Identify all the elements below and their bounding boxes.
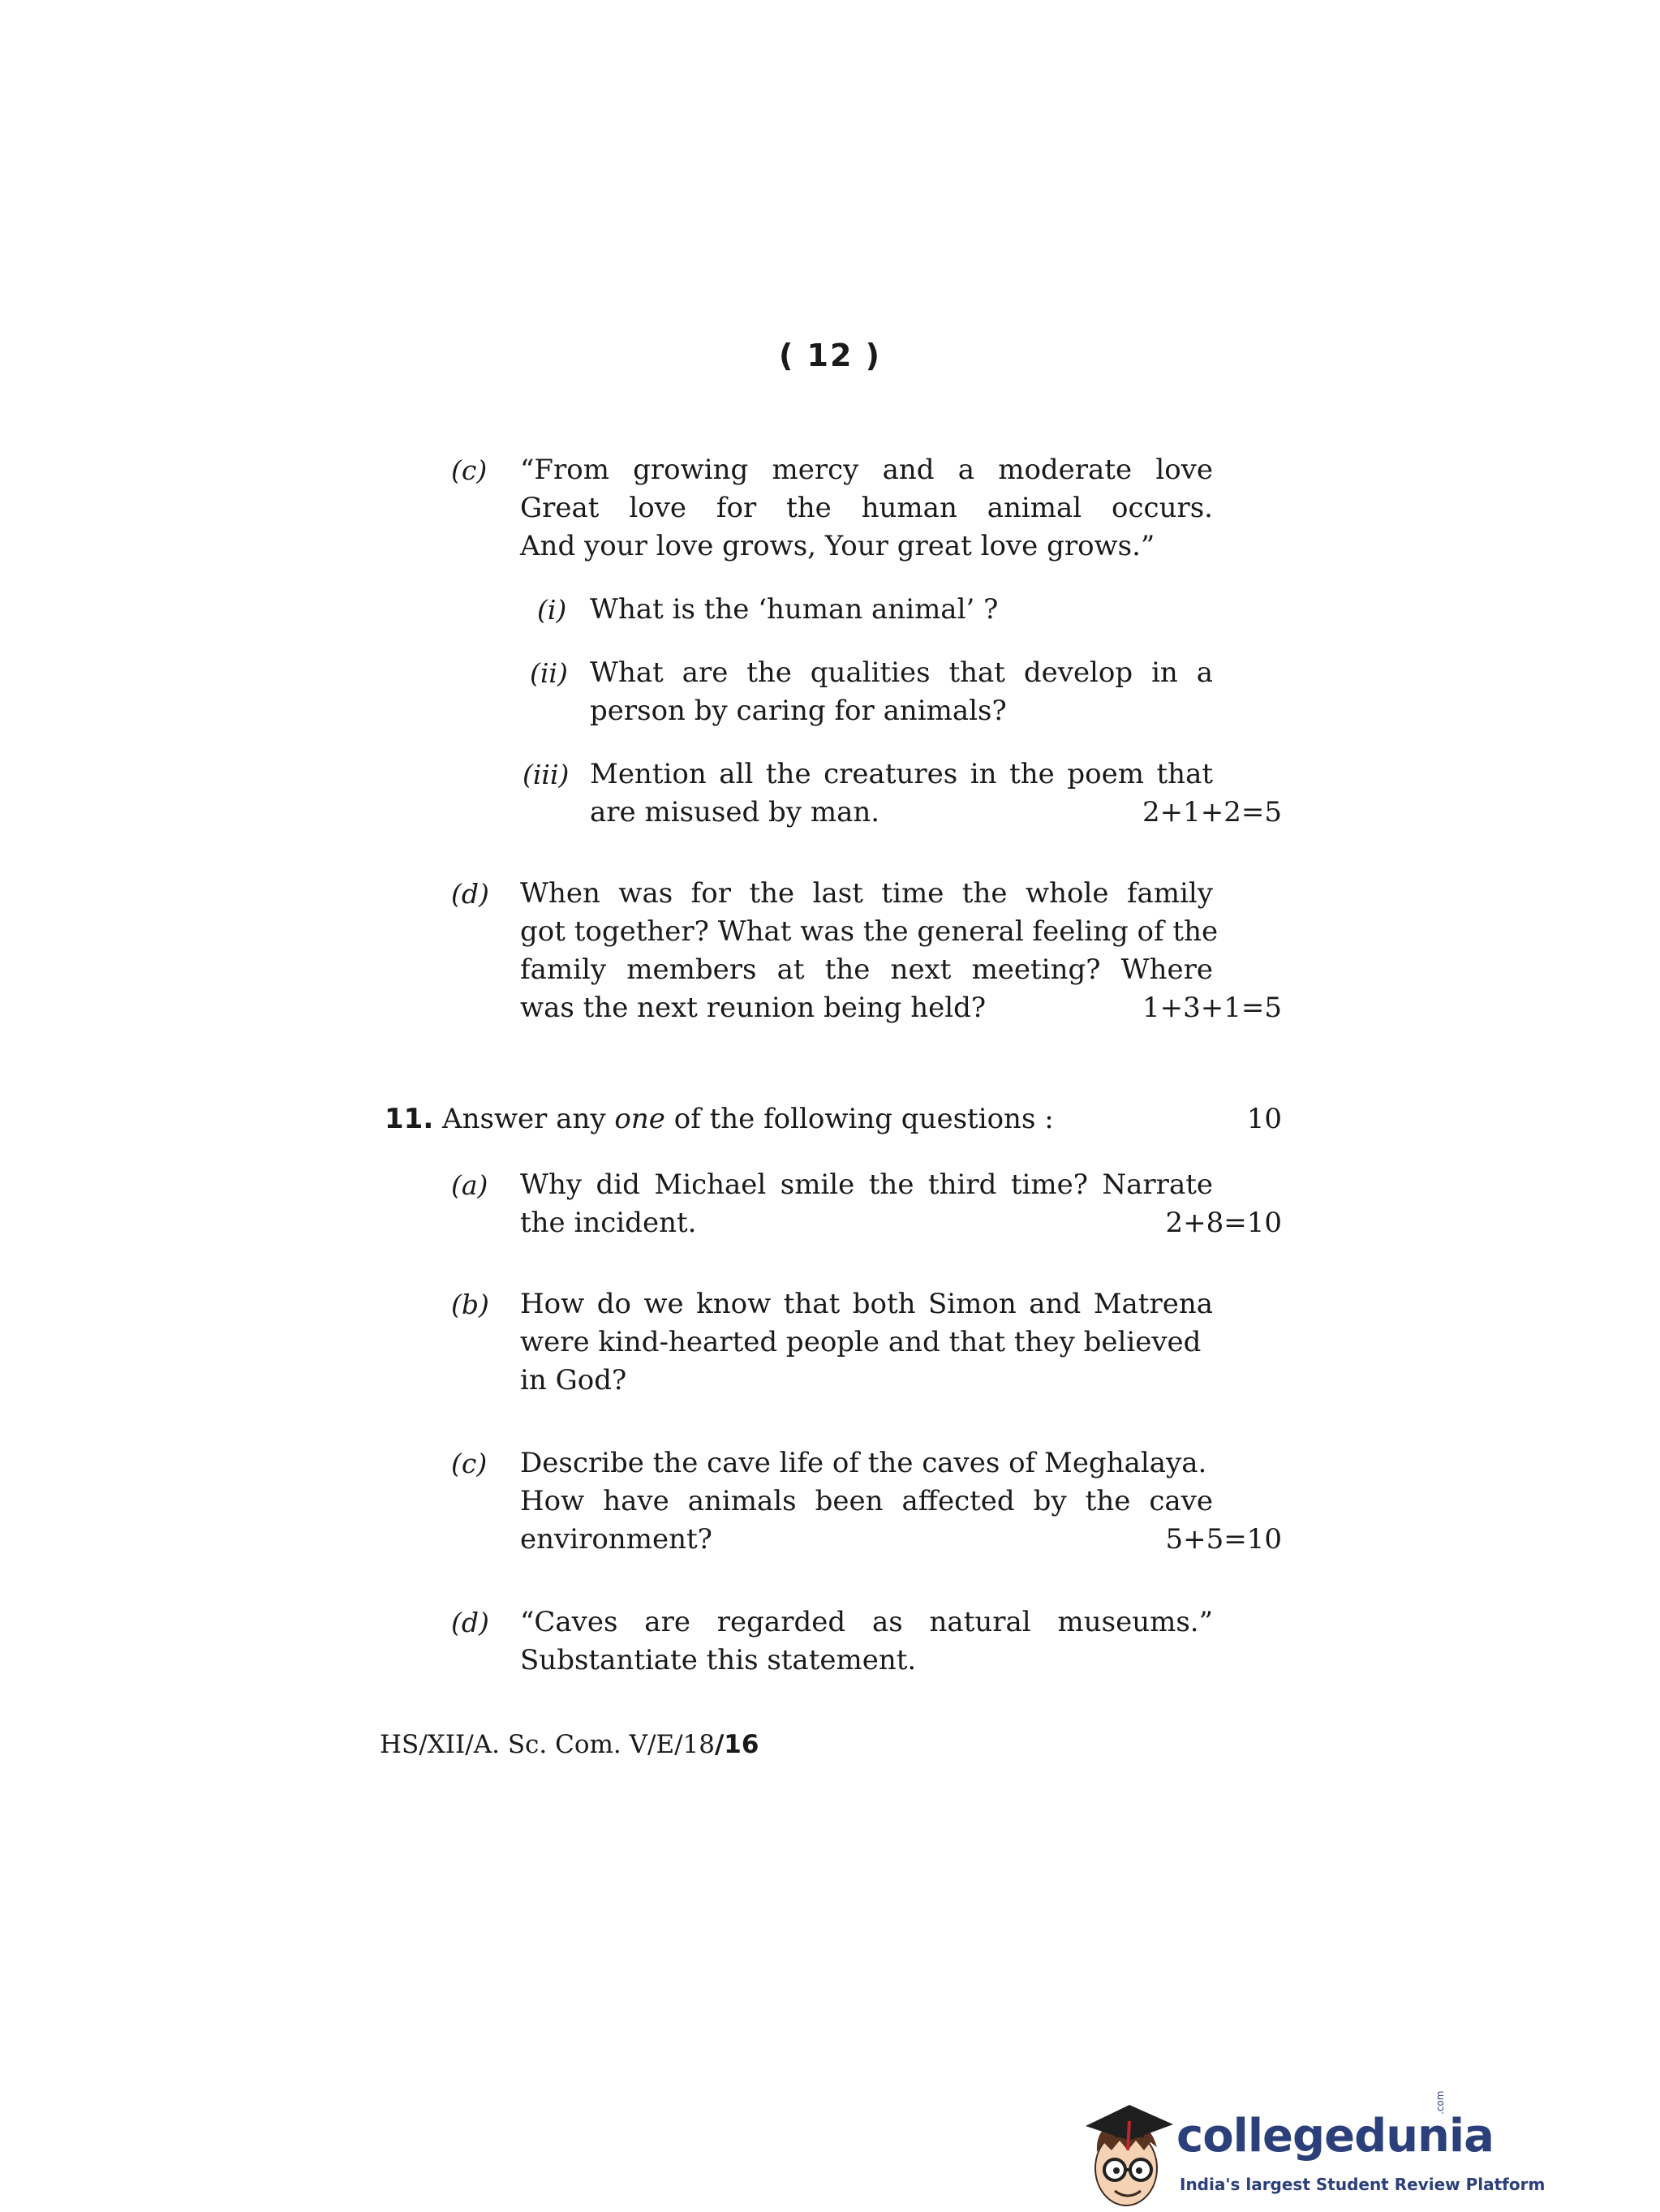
q11-b-line-3: in God?	[520, 1364, 627, 1396]
q10-c-iii-line-1: Mention all the creatures in the poem that	[590, 758, 1213, 790]
q11-c-line-2: How have animals been affected by the cave	[520, 1485, 1213, 1517]
q11-prompt-pre: Answer any	[442, 1103, 606, 1135]
brand-tagline: India's largest Student Review Platform	[1180, 2175, 1546, 2194]
q10-c-marks: 2+1+2=5	[1142, 796, 1282, 828]
q11-d-line-2: Substantiate this statement.	[520, 1644, 917, 1676]
q10-d-line-2: got together? What was the general feeling of the	[520, 915, 1219, 948]
q11-heading	[385, 1100, 1054, 1138]
q11-c-label: (c)	[451, 1448, 488, 1479]
q11-a-line-1: Why did Michael smile the third time? Narrate	[520, 1168, 1213, 1201]
q10-c-line-3: And your love grows, Your great love grows.”	[520, 530, 1155, 562]
q10-d-line-4: was the next reunion being held?	[520, 992, 987, 1024]
page-total: /16	[714, 1730, 759, 1759]
q11-b-line-2: were kind-hearted people and that they believed	[520, 1326, 1202, 1358]
q11-number: 11.	[385, 1103, 434, 1135]
q11-d-label: (d)	[451, 1607, 489, 1638]
q11-c-marks: 5+5=10	[1165, 1523, 1282, 1556]
q11-b-label: (b)	[451, 1289, 489, 1320]
q11-a-line-2: the incident.	[520, 1207, 697, 1239]
q11-b-line-1: How do we know that both Simon and Matrena	[520, 1288, 1213, 1320]
q11-c-line-1: Describe the cave life of the caves of Meghalaya.	[520, 1447, 1207, 1479]
brand-suffix: .com	[1434, 2090, 1446, 2115]
q11-a-marks: 2+8=10	[1165, 1207, 1282, 1239]
page-number: ( 12 )	[778, 338, 882, 373]
q10-d-marks: 1+3+1=5	[1142, 992, 1282, 1024]
q10-d-line-3: family members at the next meeting? Where	[520, 953, 1213, 986]
q11-a-label: (a)	[451, 1169, 488, 1201]
q11-marks: 10	[1246, 1103, 1282, 1135]
q10-d-line-1: When was for the last time the whole family	[520, 877, 1213, 910]
q10-c-line-1: “From growing mercy and a moderate love	[520, 454, 1213, 486]
q10-c-i-label: (i)	[537, 594, 567, 626]
q10-c-ii-line-2: person by caring for animals?	[590, 695, 1007, 727]
q10-c-i-line-1: What is the ‘human animal’ ?	[590, 593, 999, 626]
paper-code-footer	[380, 1727, 759, 1762]
q10-c-label: (c)	[451, 454, 488, 486]
q11-prompt-post: of the following questions :	[673, 1103, 1054, 1135]
collegedunia-watermark	[1079, 2090, 1546, 2212]
q11-prompt-em: one	[614, 1103, 665, 1135]
q10-c-ii-line-1: What are the qualities that develop in a	[590, 656, 1213, 689]
q11-d-line-1: “Caves are regarded as natural museums.”	[520, 1606, 1213, 1638]
q10-c-iii-line-2: are misused by man.	[590, 796, 880, 828]
q10-c-line-2: Great love for the human animal occurs.	[520, 492, 1213, 524]
q11-c-line-3: environment?	[520, 1523, 712, 1556]
q10-d-label: (d)	[451, 878, 489, 910]
q10-c-iii-label: (iii)	[523, 759, 570, 790]
brand-name: collegedunia	[1176, 2110, 1494, 2163]
paper-code: HS/XII/A. Sc. Com. V/E/18	[380, 1730, 715, 1759]
q10-c-ii-label: (ii)	[530, 657, 568, 689]
student-mascot-icon	[1079, 2094, 1176, 2212]
